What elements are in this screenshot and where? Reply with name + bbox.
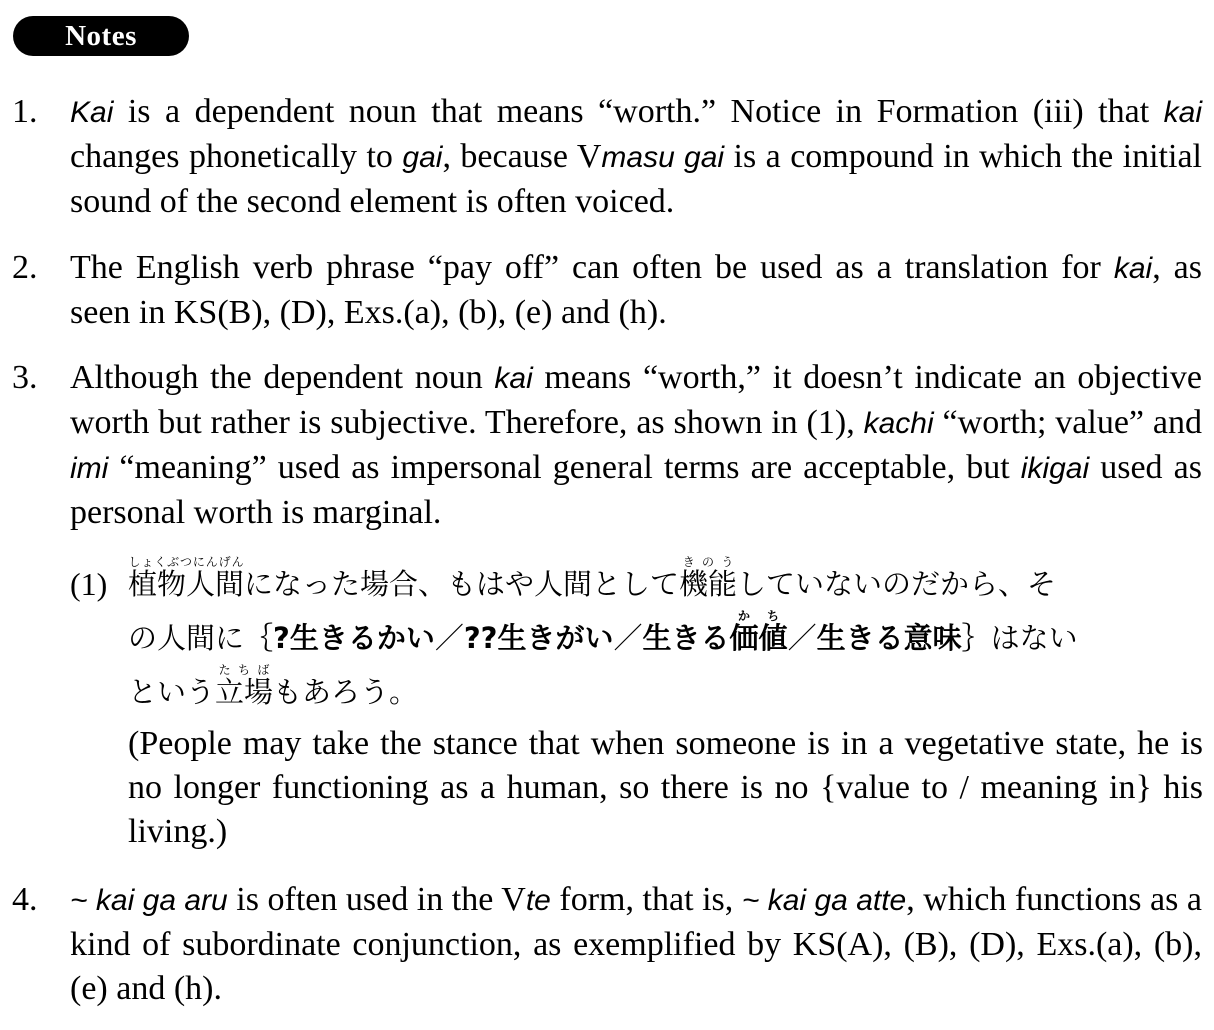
text-run: is a dependent noun that means “worth.” Notice in Formation (iii) that <box>113 93 1164 130</box>
italic-term: kai <box>494 362 533 395</box>
example-japanese-line-2: の人間に｛?生きるかい／??生きがい／生きる価値かち／生きる意味｝はない <box>128 609 1078 655</box>
italic-term: kai <box>1113 252 1153 285</box>
italic-term: gai <box>402 141 443 174</box>
text-run: , which functions as a kind of subordinate conjunction, as exemplified by KS(A), (B), (D), Exs.(a), (b), (e) and (h). <box>70 881 1202 1007</box>
ruby-word: 立場たちば <box>215 663 274 709</box>
text-run: “worth; value” and <box>933 404 1203 441</box>
note-number: 3. <box>12 359 38 396</box>
note-text <box>70 246 1202 335</box>
text-run: “meaning” used as impersonal general terms are acceptable, but <box>108 449 1021 486</box>
example-japanese-line-3: という立場たちばもあろう。 <box>128 663 419 709</box>
note-text <box>70 90 1202 224</box>
note-text <box>70 878 1202 1011</box>
text-run: used as personal worth is marginal. <box>70 449 1202 531</box>
note-number: 1. <box>12 93 38 130</box>
italic-term: kachi <box>863 407 934 440</box>
italic-term: te <box>525 884 551 917</box>
ruby-word: 植物人間しょくぶつにんげん <box>128 555 245 601</box>
text-run: means “worth,” it doesn’t indicate an objective worth but rather is subjective. Therefore, as shown in (1), <box>70 359 1202 441</box>
example-translation: (People may take the stance that when someone is in a vegetative state, he is no longer functioning as a human, so there is no {value to / meaning in} his living.) <box>128 725 1203 850</box>
text-run: is a compound in which the initial sound of the second element is often voiced. <box>70 138 1202 220</box>
note-text <box>70 356 1202 535</box>
text-run: is often used in the V <box>227 881 526 918</box>
note-number: 2. <box>12 249 38 286</box>
text-run: , because V <box>442 138 602 175</box>
notes-header-badge: Notes <box>13 16 189 56</box>
text-run: The English verb phrase “pay off” can often be used as a translation for <box>70 249 1114 286</box>
text-run: , as seen in KS(B), (D), Exs.(a), (b), (e) and (h). <box>70 249 1202 331</box>
text-run: changes phonetically to <box>70 138 403 175</box>
text-run: form, that is, <box>550 881 742 918</box>
italic-term: kai <box>1163 96 1202 129</box>
note-number: 4. <box>12 881 38 918</box>
example-japanese-line-1: 植物人間しょくぶつにんげんになった場合、もはや人間として機能きのうしていないのだから、そ <box>128 555 1057 601</box>
italic-term: imi <box>70 452 109 485</box>
example-number: (1) <box>70 566 108 602</box>
ruby-word: 価値かち <box>729 609 788 655</box>
italic-term: masu gai <box>601 141 725 174</box>
italic-term: ~ kai ga atte <box>741 884 907 917</box>
italic-term: Kai <box>70 96 114 129</box>
ruby-word: 機能きのう <box>679 555 738 601</box>
text-run: Although the dependent noun <box>70 359 495 396</box>
italic-term: ~ kai ga aru <box>70 884 228 917</box>
italic-term: ikigai <box>1020 452 1090 485</box>
